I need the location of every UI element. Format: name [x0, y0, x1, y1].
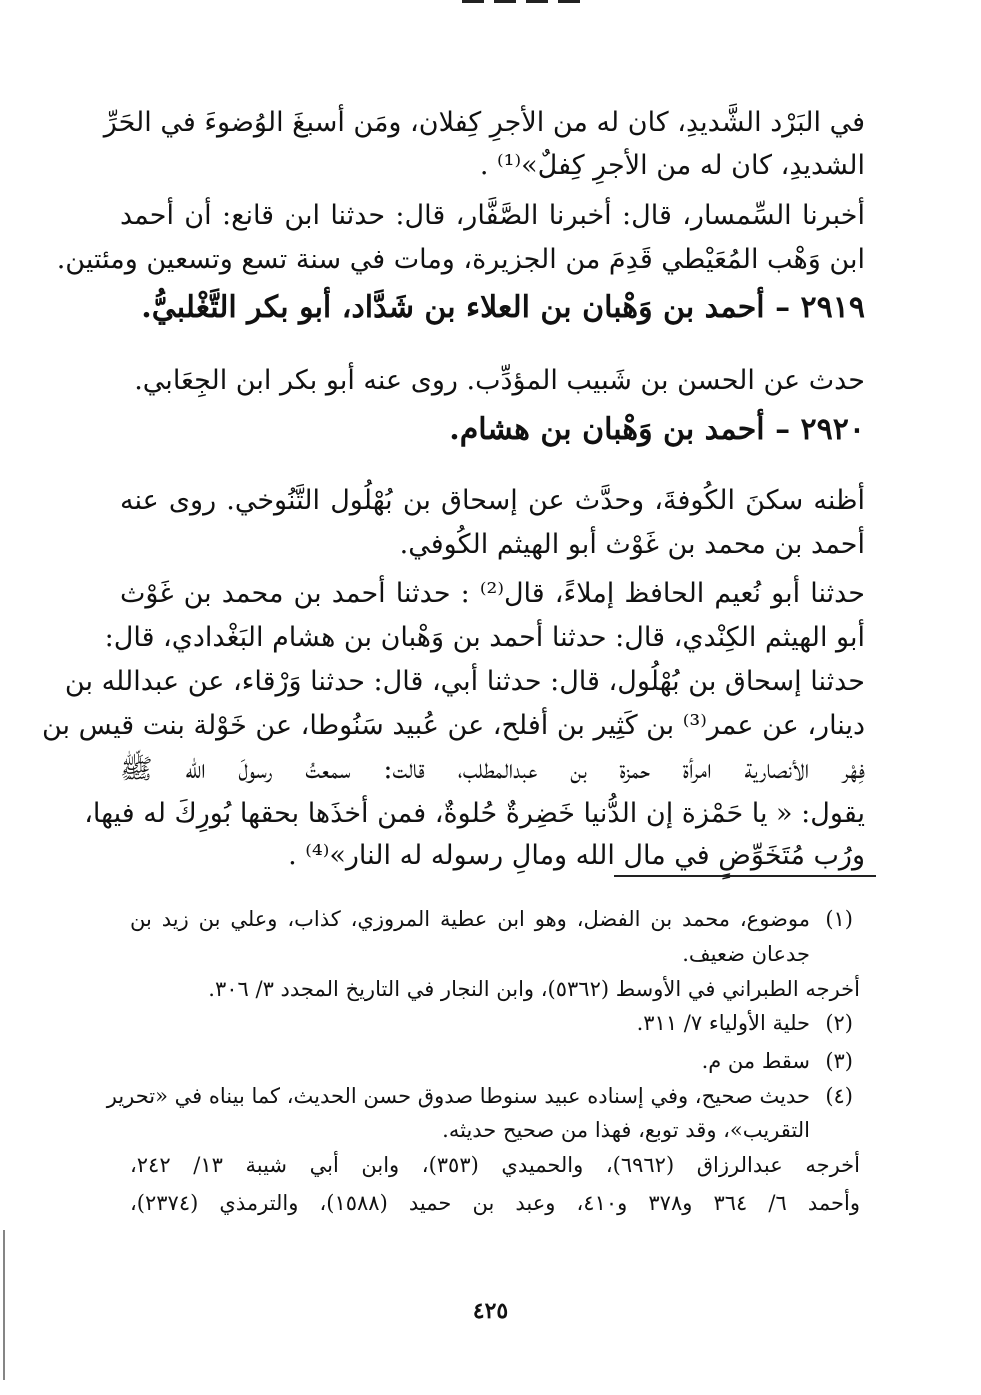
footnote-text: سقط من م. — [701, 1049, 810, 1073]
body-line: حدثنا أبو نُعيم الحافظ إملاءً، قال⁽²⁾ : حدثنا أحمد بن محمد بن غَوْث — [120, 578, 865, 609]
entry-heading-2919: ٢٩١٩ – أحمد بن وَهْبان بن العلاء بن شَدَّاد، أبو بكر التَّغْلبيُّ. — [141, 290, 865, 325]
footnote-number: (٣) — [825, 1049, 853, 1073]
footnote-separator — [614, 875, 876, 877]
body-line: أخبرنا السِّمسار، قال: أخبرنا الصَّفَّار، قال: حدثنا ابن قانع: أن أحمد — [120, 200, 865, 231]
footnote-text: أخرجه الطبراني في الأوسط (٥٣٦٢)، وابن النجار في التاريخ المجدد ٣/ ٣٠٦. — [208, 977, 860, 1001]
body-line: حدثنا إسحاق بن بُهْلُول، قال: حدثنا أبي، قال: حدثنا وَرْقاء، عن عبدالله بن — [64, 666, 865, 697]
scan-top-mark — [380, 0, 580, 6]
body-line: أحمد بن محمد بن غَوْث أبو الهيثم الكُوفي. — [399, 529, 865, 560]
body-line: أبو الهيثم الكِنْدي، قال: حدثنا أحمد بن وَهْبان بن هشام البَغْدادي، قال: — [104, 622, 865, 653]
body-line: حدث عن الحسن بن شَبيب المؤدِّب. روى عنه أبو بكر ابن الجِعَابي. — [134, 365, 865, 396]
footnote-text: حلية الأولياء ٧/ ٣١١. — [636, 1011, 810, 1035]
footnote-text: موضوع، محمد بن الفضل، وهو ابن عطية المروزي، كذاب، وعلي بن زيد بن — [130, 907, 810, 931]
body-line: يقول: « يا حَمْزة إن الدُّنيا خَضِرةٌ حُلوةٌ، فمن أخذَها بحقها بُورِكَ له فيها، — [84, 798, 865, 829]
body-line: ورُب مُتَخَوِّضٍ في مال الله ومالِ رسوله له النار»⁽⁴⁾ . — [288, 840, 865, 871]
body-line: الشديدِ، كان له من الأجرِ كِفلٌ»⁽¹⁾ . — [479, 150, 865, 181]
body-line: أظنه سكنَ الكُوفةَ، وحدَّث عن إسحاق بن بُهْلُول التَّنُوخي. روى عنه — [120, 485, 865, 516]
footnote-number: (١) — [825, 907, 853, 931]
footnote-text: وأحمد ٦/ ٣٦٤ و٣٧٨ و٤١٠، وعبد بن حميد (١٥٨٨)، والترمذي (٢٣٧٤)، — [130, 1191, 860, 1215]
body-line: في البَرْد الشَّديدِ، كان له من الأجرِ كِفلان، ومَن أسبغَ الوُضوءَ في الحَرِّ — [103, 107, 865, 138]
footnote-text: أخرجه عبدالرزاق (٦٩٦٢)، والحميدي (٣٥٣)، وابن أبي شيبة ١٣/ ٢٤٢، — [130, 1153, 860, 1177]
footnote-text: التقريب»، وقد توبع، فهذا من صحيح حديثه. — [442, 1118, 810, 1142]
footnote-text: جدعان ضعيف. — [682, 942, 810, 966]
body-line: دينار، عن عمر⁽³⁾ بن كَثِير بن أفلح، عن عُبيد سَنُوطا، عن خَوْلة بنت قيس بن — [42, 710, 865, 741]
body-line: فِهْر الأنصارية امرأة حمزة بن عبدالمطلب، قالت: سمعتُ رسولَ الله ﷺ — [120, 754, 865, 785]
page-number: ٤٢٥ — [472, 1298, 509, 1324]
entry-heading-2920: ٢٩٢٠ – أحمد بن وَهْبان بن هشام. — [449, 412, 865, 447]
footnote-text: حديث صحيح، وفي إسناده عبيد سنوطا صدوق حسن الحديث، كما بيناه في «تحرير — [106, 1084, 810, 1108]
footnote-number: (٢) — [825, 1011, 853, 1035]
footnote-number: (٤) — [825, 1084, 853, 1108]
body-line: ابن وَهْب المُعَيْطي قَدِمَ من الجزيرة، ومات في سنة تسع وتسعين ومئتين. — [56, 244, 865, 275]
